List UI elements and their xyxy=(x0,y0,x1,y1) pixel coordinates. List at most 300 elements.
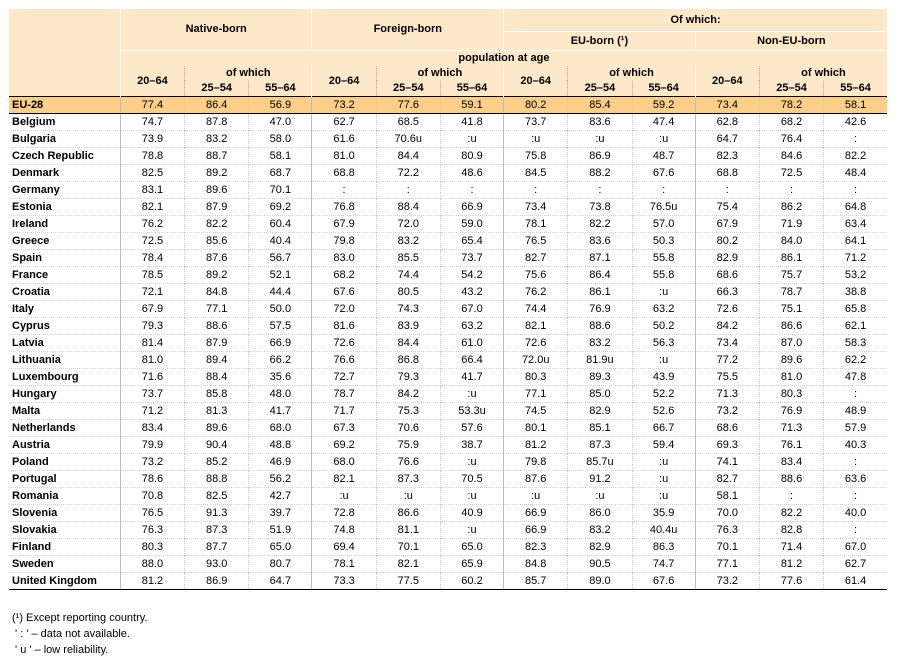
value-cell: : xyxy=(568,182,632,199)
value-cell: 73.9 xyxy=(120,131,184,148)
value-cell: 72.1 xyxy=(120,284,184,301)
value-cell: :u xyxy=(376,488,440,505)
table-container xyxy=(9,9,887,658)
value-cell: 86.4 xyxy=(568,267,632,284)
value-cell: 88.2 xyxy=(568,165,632,182)
country-name: Austria xyxy=(9,437,120,454)
value-cell: 75.5 xyxy=(695,369,759,386)
value-cell: 58.1 xyxy=(824,97,887,114)
value-cell: 47.4 xyxy=(632,114,695,131)
value-cell: 73.7 xyxy=(440,250,503,267)
value-cell: 53.2 xyxy=(824,267,887,284)
table-header xyxy=(9,9,887,97)
value-cell: 42.7 xyxy=(249,488,312,505)
value-cell: 76.3 xyxy=(695,522,759,539)
value-cell: 89.3 xyxy=(568,369,632,386)
value-cell: :u xyxy=(632,284,695,301)
country-name: Belgium xyxy=(9,114,120,131)
value-cell: 89.6 xyxy=(185,420,249,437)
value-cell: 78.5 xyxy=(120,267,184,284)
table-row xyxy=(9,165,887,182)
value-cell: 63.2 xyxy=(440,318,503,335)
value-cell: 38.7 xyxy=(440,437,503,454)
value-cell: 70.8 xyxy=(120,488,184,505)
value-cell: 83.2 xyxy=(568,522,632,539)
value-cell: 72.8 xyxy=(312,505,376,522)
value-cell: 82.9 xyxy=(568,539,632,556)
header-foreign-of-which: of which xyxy=(376,66,503,81)
value-cell: 61.0 xyxy=(440,335,503,352)
value-cell: 77.6 xyxy=(759,573,823,590)
value-cell: 59.0 xyxy=(440,216,503,233)
country-name: Estonia xyxy=(9,199,120,216)
country-name: Sweden xyxy=(9,556,120,573)
value-cell: 70.1 xyxy=(249,182,312,199)
value-cell: 42.6 xyxy=(824,114,887,131)
value-cell: 87.9 xyxy=(185,335,249,352)
value-cell: 56.9 xyxy=(249,97,312,114)
value-cell: 64.7 xyxy=(249,573,312,590)
value-cell: 71.6 xyxy=(120,369,184,386)
value-cell: 87.7 xyxy=(185,539,249,556)
value-cell: 59.1 xyxy=(440,97,503,114)
table-row xyxy=(9,556,887,573)
value-cell: 77.6 xyxy=(376,97,440,114)
value-cell: 68.8 xyxy=(695,165,759,182)
table-row xyxy=(9,199,887,216)
value-cell: 67.0 xyxy=(824,539,887,556)
value-cell: 86.6 xyxy=(376,505,440,522)
value-cell: 66.9 xyxy=(504,505,568,522)
value-cell: 81.2 xyxy=(759,556,823,573)
value-cell: 72.5 xyxy=(759,165,823,182)
value-cell: 79.8 xyxy=(312,233,376,250)
value-cell: 87.6 xyxy=(185,250,249,267)
value-cell: 41.8 xyxy=(440,114,503,131)
value-cell: 52.6 xyxy=(632,403,695,420)
value-cell: 80.3 xyxy=(504,369,568,386)
value-cell: 73.2 xyxy=(120,454,184,471)
country-name: France xyxy=(9,267,120,284)
value-cell: 82.9 xyxy=(568,403,632,420)
table-row xyxy=(9,471,887,488)
value-cell: 83.6 xyxy=(568,114,632,131)
value-cell: 81.2 xyxy=(120,573,184,590)
value-cell: 40.0 xyxy=(824,505,887,522)
value-cell: 86.0 xyxy=(568,505,632,522)
header-native-born: Native-born xyxy=(120,9,312,51)
value-cell: 81.6 xyxy=(312,318,376,335)
value-cell: 82.1 xyxy=(312,471,376,488)
header-population-at-age: population at age xyxy=(120,51,887,67)
value-cell: 73.2 xyxy=(695,403,759,420)
value-cell: :u xyxy=(632,352,695,369)
value-cell: 54.2 xyxy=(440,267,503,284)
value-cell: 69.2 xyxy=(249,199,312,216)
value-cell: 70.6 xyxy=(376,420,440,437)
table-row xyxy=(9,182,887,199)
value-cell: 81.9u xyxy=(568,352,632,369)
value-cell: 85.7u xyxy=(568,454,632,471)
value-cell: 91.2 xyxy=(568,471,632,488)
table-row xyxy=(9,454,887,471)
value-cell: 84.5 xyxy=(504,165,568,182)
value-cell: 63.2 xyxy=(632,301,695,318)
value-cell: 55.8 xyxy=(632,250,695,267)
value-cell: 80.5 xyxy=(376,284,440,301)
value-cell: 78.1 xyxy=(504,216,568,233)
value-cell: : xyxy=(632,182,695,199)
value-cell: 39.7 xyxy=(249,505,312,522)
value-cell: 67.9 xyxy=(312,216,376,233)
value-cell: : xyxy=(824,488,887,505)
value-cell: 70.0 xyxy=(695,505,759,522)
value-cell: 67.0 xyxy=(440,301,503,318)
value-cell: 83.2 xyxy=(185,131,249,148)
value-cell: 80.7 xyxy=(249,556,312,573)
value-cell: 76.2 xyxy=(504,284,568,301)
value-cell: 67.9 xyxy=(695,216,759,233)
country-name: Finland xyxy=(9,539,120,556)
table-row xyxy=(9,148,887,165)
value-cell: 81.3 xyxy=(185,403,249,420)
value-cell: 50.0 xyxy=(249,301,312,318)
header-of-which: Of which: xyxy=(504,9,887,32)
value-cell: 57.0 xyxy=(632,216,695,233)
value-cell: 68.6 xyxy=(695,267,759,284)
country-name: Hungary xyxy=(9,386,120,403)
value-cell: 80.2 xyxy=(695,233,759,250)
value-cell: 83.9 xyxy=(376,318,440,335)
value-cell: 64.8 xyxy=(824,199,887,216)
table-row xyxy=(9,335,887,352)
header-foreign-born: Foreign-born xyxy=(312,9,504,51)
value-cell: 38.8 xyxy=(824,284,887,301)
table-row xyxy=(9,114,887,131)
value-cell: 76.2 xyxy=(120,216,184,233)
country-name: Portugal xyxy=(9,471,120,488)
value-cell: 66.4 xyxy=(440,352,503,369)
value-cell: 69.2 xyxy=(312,437,376,454)
value-cell: 71.3 xyxy=(695,386,759,403)
value-cell: 74.7 xyxy=(632,556,695,573)
value-cell: 70.5 xyxy=(440,471,503,488)
table-row xyxy=(9,573,887,590)
value-cell: 66.3 xyxy=(695,284,759,301)
value-cell: 82.1 xyxy=(504,318,568,335)
value-cell: 76.6 xyxy=(376,454,440,471)
header-non-eu-born: Non-EU-born xyxy=(695,32,887,51)
value-cell: 79.3 xyxy=(120,318,184,335)
value-cell: 73.4 xyxy=(695,97,759,114)
value-cell: 87.3 xyxy=(568,437,632,454)
table-row xyxy=(9,539,887,556)
value-cell: 58.3 xyxy=(824,335,887,352)
value-cell: :u xyxy=(440,131,503,148)
country-name: Cyprus xyxy=(9,318,120,335)
value-cell: : xyxy=(824,386,887,403)
country-name: Romania xyxy=(9,488,120,505)
value-cell: 86.4 xyxy=(185,97,249,114)
header-eu-of-which: of which xyxy=(568,66,695,81)
value-cell: 85.4 xyxy=(568,97,632,114)
value-cell: 65.9 xyxy=(440,556,503,573)
value-cell: 86.6 xyxy=(759,318,823,335)
value-cell: 87.8 xyxy=(185,114,249,131)
value-cell: 71.4 xyxy=(759,539,823,556)
footnote-not-available: ' : ' – data not available. xyxy=(12,628,130,640)
value-cell: 83.6 xyxy=(568,233,632,250)
value-cell: : xyxy=(759,488,823,505)
value-cell: 67.3 xyxy=(312,420,376,437)
value-cell: 88.4 xyxy=(185,369,249,386)
value-cell: :u xyxy=(568,488,632,505)
value-cell: 76.5 xyxy=(504,233,568,250)
value-cell: 84.8 xyxy=(185,284,249,301)
value-cell: 86.3 xyxy=(632,539,695,556)
footnote-low-reliability: ' u ' – low reliability. xyxy=(12,644,109,656)
country-name: Bulgaria xyxy=(9,131,120,148)
value-cell: 71.2 xyxy=(120,403,184,420)
table-row xyxy=(9,386,887,403)
value-cell: : xyxy=(312,182,376,199)
country-name: Luxembourg xyxy=(9,369,120,386)
value-cell: 82.3 xyxy=(695,148,759,165)
value-cell: 67.6 xyxy=(312,284,376,301)
value-cell: 72.0 xyxy=(376,216,440,233)
value-cell: : xyxy=(695,182,759,199)
value-cell: 63.4 xyxy=(824,216,887,233)
value-cell: 65.0 xyxy=(249,539,312,556)
value-cell: 86.9 xyxy=(568,148,632,165)
value-cell: 85.1 xyxy=(568,420,632,437)
value-cell: 48.8 xyxy=(249,437,312,454)
value-cell: 87.3 xyxy=(185,522,249,539)
value-cell: 67.9 xyxy=(120,301,184,318)
value-cell: 88.0 xyxy=(120,556,184,573)
value-cell: 88.7 xyxy=(185,148,249,165)
value-cell: 48.0 xyxy=(249,386,312,403)
value-cell: 40.4u xyxy=(632,522,695,539)
value-cell: 75.8 xyxy=(504,148,568,165)
value-cell: 66.7 xyxy=(632,420,695,437)
country-name: Croatia xyxy=(9,284,120,301)
country-name: Slovenia xyxy=(9,505,120,522)
corner-cell xyxy=(9,9,120,97)
value-cell: 74.5 xyxy=(504,403,568,420)
value-cell: 71.2 xyxy=(824,250,887,267)
value-cell: 78.8 xyxy=(120,148,184,165)
value-cell: 73.7 xyxy=(504,114,568,131)
value-cell: 41.7 xyxy=(440,369,503,386)
value-cell: 86.1 xyxy=(759,250,823,267)
value-cell: 77.5 xyxy=(376,573,440,590)
value-cell: 85.5 xyxy=(376,250,440,267)
value-cell: 78.7 xyxy=(312,386,376,403)
value-cell: 89.6 xyxy=(759,352,823,369)
value-cell: 43.2 xyxy=(440,284,503,301)
value-cell: 76.4 xyxy=(759,131,823,148)
value-cell: 83.2 xyxy=(376,233,440,250)
value-cell: 58.1 xyxy=(695,488,759,505)
value-cell: 51.9 xyxy=(249,522,312,539)
value-cell: :u xyxy=(632,454,695,471)
value-cell: 72.6 xyxy=(312,335,376,352)
value-cell: 59.4 xyxy=(632,437,695,454)
value-cell: 71.3 xyxy=(759,420,823,437)
value-cell: 41.7 xyxy=(249,403,312,420)
value-cell: 50.2 xyxy=(632,318,695,335)
value-cell: 84.8 xyxy=(504,556,568,573)
country-name: Czech Republic xyxy=(9,148,120,165)
value-cell: 82.2 xyxy=(824,148,887,165)
value-cell: 62.7 xyxy=(824,556,887,573)
table-row xyxy=(9,420,887,437)
value-cell: 64.1 xyxy=(824,233,887,250)
value-cell: 72.0 xyxy=(312,301,376,318)
header-noneu-25-54: 25–54 xyxy=(759,81,823,97)
value-cell: 59.2 xyxy=(632,97,695,114)
value-cell: 62.1 xyxy=(824,318,887,335)
value-cell: 60.2 xyxy=(440,573,503,590)
value-cell: 35.9 xyxy=(632,505,695,522)
value-cell: 89.0 xyxy=(568,573,632,590)
value-cell: 48.9 xyxy=(824,403,887,420)
value-cell: 47.0 xyxy=(249,114,312,131)
value-cell: 84.0 xyxy=(759,233,823,250)
value-cell: 73.2 xyxy=(695,573,759,590)
table-row xyxy=(9,267,887,284)
value-cell: 57.9 xyxy=(824,420,887,437)
header-foreign-20-64: 20–64 xyxy=(312,66,376,97)
value-cell: 77.1 xyxy=(695,556,759,573)
value-cell: 90.5 xyxy=(568,556,632,573)
table-row-eu28 xyxy=(9,97,887,114)
table-row xyxy=(9,131,887,148)
value-cell: 73.7 xyxy=(120,386,184,403)
footnotes xyxy=(9,610,887,658)
value-cell: 81.0 xyxy=(120,352,184,369)
value-cell: :u xyxy=(632,471,695,488)
value-cell: 74.8 xyxy=(312,522,376,539)
value-cell: 52.2 xyxy=(632,386,695,403)
value-cell: 75.6 xyxy=(504,267,568,284)
table-body xyxy=(9,97,887,590)
value-cell: 88.6 xyxy=(759,471,823,488)
value-cell: 76.8 xyxy=(312,199,376,216)
value-cell: 86.2 xyxy=(759,199,823,216)
value-cell: 71.7 xyxy=(312,403,376,420)
value-cell: 76.9 xyxy=(759,403,823,420)
value-cell: 72.6 xyxy=(695,301,759,318)
header-foreign-55-64: 55–64 xyxy=(440,81,503,97)
value-cell: 87.3 xyxy=(376,471,440,488)
value-cell: :u xyxy=(312,488,376,505)
value-cell: 90.4 xyxy=(185,437,249,454)
value-cell: :u xyxy=(504,488,568,505)
value-cell: 82.2 xyxy=(568,216,632,233)
value-cell: 72.0u xyxy=(504,352,568,369)
value-cell: 76.5u xyxy=(632,199,695,216)
value-cell: 73.2 xyxy=(312,97,376,114)
value-cell: :u xyxy=(440,386,503,403)
table-row xyxy=(9,216,887,233)
value-cell: 88.6 xyxy=(185,318,249,335)
value-cell: 80.3 xyxy=(120,539,184,556)
value-cell: 68.7 xyxy=(249,165,312,182)
header-eu-55-64: 55–64 xyxy=(632,81,695,97)
employment-rate-table xyxy=(9,9,887,590)
value-cell: 75.1 xyxy=(759,301,823,318)
value-cell: 53.3u xyxy=(440,403,503,420)
value-cell: 87.9 xyxy=(185,199,249,216)
value-cell: 76.6 xyxy=(312,352,376,369)
value-cell: 57.5 xyxy=(249,318,312,335)
value-cell: 60.4 xyxy=(249,216,312,233)
header-noneu-of-which: of which xyxy=(759,66,887,81)
value-cell: 78.7 xyxy=(759,284,823,301)
value-cell: 83.2 xyxy=(568,335,632,352)
value-cell: 75.3 xyxy=(376,403,440,420)
value-cell: 81.2 xyxy=(504,437,568,454)
header-native-20-64: 20–64 xyxy=(120,66,184,97)
value-cell: 67.6 xyxy=(632,165,695,182)
value-cell: 89.2 xyxy=(185,165,249,182)
country-name: Malta xyxy=(9,403,120,420)
table-row xyxy=(9,488,887,505)
value-cell: 48.7 xyxy=(632,148,695,165)
table-row xyxy=(9,250,887,267)
value-cell: 56.7 xyxy=(249,250,312,267)
value-cell: 75.4 xyxy=(695,199,759,216)
value-cell: 68.6 xyxy=(695,420,759,437)
value-cell: : xyxy=(824,522,887,539)
value-cell: 56.3 xyxy=(632,335,695,352)
value-cell: : xyxy=(759,182,823,199)
value-cell: 82.5 xyxy=(185,488,249,505)
value-cell: 82.3 xyxy=(504,539,568,556)
value-cell: 88.8 xyxy=(185,471,249,488)
value-cell: 89.6 xyxy=(185,182,249,199)
value-cell: 66.9 xyxy=(504,522,568,539)
value-cell: 83.4 xyxy=(759,454,823,471)
value-cell: 82.2 xyxy=(759,505,823,522)
country-name: Latvia xyxy=(9,335,120,352)
value-cell: 85.7 xyxy=(504,573,568,590)
value-cell: 80.1 xyxy=(504,420,568,437)
value-cell: 72.7 xyxy=(312,369,376,386)
value-cell: 62.2 xyxy=(824,352,887,369)
value-cell: 68.5 xyxy=(376,114,440,131)
value-cell: 74.4 xyxy=(376,267,440,284)
country-name: Denmark xyxy=(9,165,120,182)
table-row xyxy=(9,522,887,539)
value-cell: : xyxy=(376,182,440,199)
header-noneu-20-64: 20–64 xyxy=(695,66,759,97)
value-cell: 85.0 xyxy=(568,386,632,403)
value-cell: 77.1 xyxy=(504,386,568,403)
value-cell: 87.6 xyxy=(504,471,568,488)
value-cell: 72.2 xyxy=(376,165,440,182)
country-name: Slovakia xyxy=(9,522,120,539)
value-cell: 74.7 xyxy=(120,114,184,131)
value-cell: 74.3 xyxy=(376,301,440,318)
value-cell: 61.4 xyxy=(824,573,887,590)
table-row xyxy=(9,369,887,386)
value-cell: 76.1 xyxy=(759,437,823,454)
country-name: EU-28 xyxy=(9,97,120,114)
value-cell: 84.6 xyxy=(759,148,823,165)
